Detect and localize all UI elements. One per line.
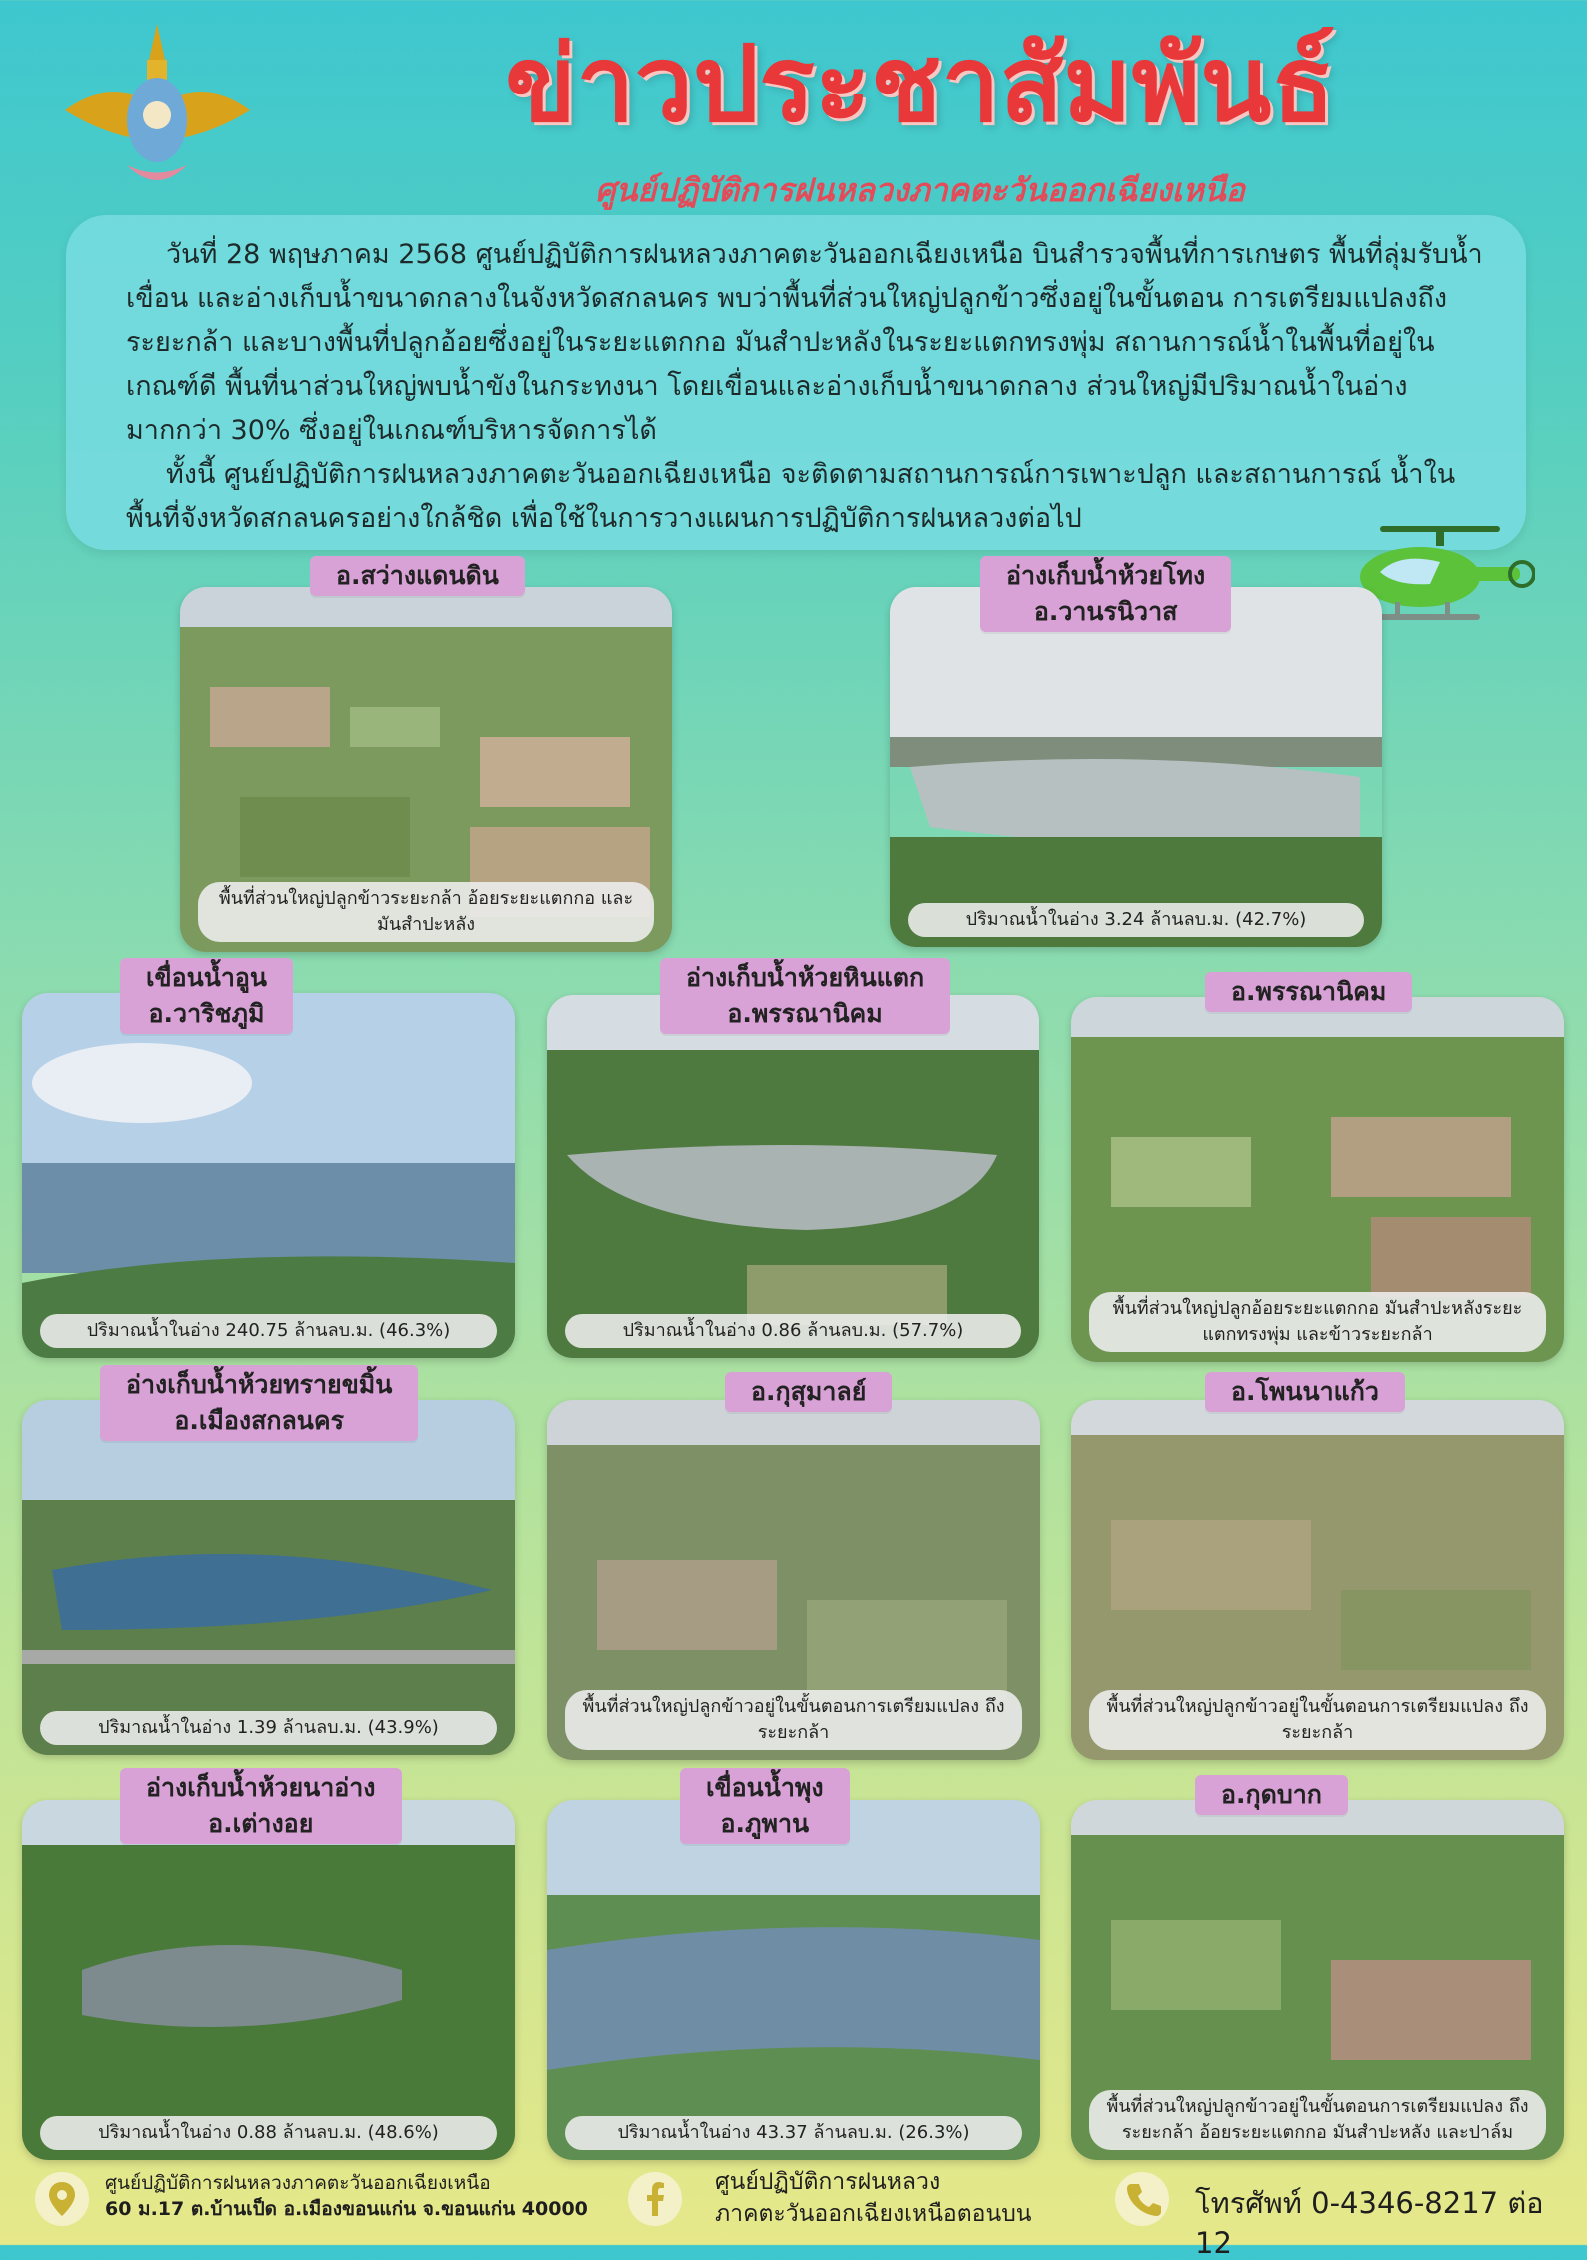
location-pin-icon [35, 2172, 89, 2226]
location-label-line-1: อ.โพนนาแก้ว [1231, 1377, 1379, 1406]
location-label-line-2: อ.ภูพาน [720, 1809, 810, 1838]
page-title: ข่าวประชาสัมพันธ์ [505, 23, 1335, 145]
location-label-line-1: อ.กุดบาก [1221, 1780, 1322, 1809]
location-label-line-2: อ.เมืองสกลนคร [174, 1406, 345, 1435]
photo-card-phanna-nikhom [1071, 997, 1564, 1362]
photo-card-huai-thong [890, 587, 1382, 947]
location-label-line-1: อ่างเก็บน้ำห้วยทรายขมิ้น [126, 1370, 393, 1399]
photo-caption: ปริมาณน้ำในอ่าง 0.86 ล้านลบ.ม. (57.7%) [565, 1314, 1021, 1348]
page-subtitle: ศูนย์ปฏิบัติการฝนหลวงภาคตะวันออกเฉียงเหนือ [595, 171, 1245, 209]
aerial-photo-reservoir [547, 995, 1039, 1358]
location-label [1205, 972, 1412, 1012]
aerial-photo-dam [22, 993, 515, 1358]
intro-paragraph-1: วันที่ 28 พฤษภาคม 2568 ศูนย์ปฏิบัติการฝนหลวงภาคตะวันออกเฉียงเหนือ บินสำรวจพื้นที่การเกษตร พื้นที่ลุ่มรับน้ำเขื่อน และอ่างเก็บน้ำขนาดกลางในจังหวัดสกลนคร พบว่าพื้นที่ส่วนใหญ่ปลูกข้าวซึ่งอยู่ในขั้นตอน การเตรียมแปลงถึงระยะกล้า และบางพื้นที่ปลูกอ้อยซึ่งอยู่ในระยะแตกกอ มันสำปะหลังในระยะแตกทรงพุ่ม สถานการณ์น้ำในพื้นที่อยู่ในเกณฑ์ดี พื้นที่นาส่วนใหญ่พบน้ำขังในกระทงนา โดยเขื่อนและอ่างเก็บน้ำขนาดกลาง ส่วนใหญ่มีปริมาณน้ำในอ่างมากกว่า 30% ซึ่งอยู่ในเกณฑ์บริหารจัดการได้ [126, 239, 1483, 446]
location-label-line-2: อ.พรรณานิคม [727, 999, 883, 1028]
location-label-line-1: เขื่อนน้ำพุง [706, 1773, 824, 1802]
location-label [725, 1372, 892, 1412]
aerial-photo-reservoir [890, 587, 1382, 947]
photo-caption: ปริมาณน้ำในอ่าง 3.24 ล้านลบ.ม. (42.7%) [908, 903, 1364, 937]
location-label-line-2: อ.วานรนิวาส [1033, 597, 1178, 626]
location-label [310, 556, 525, 596]
photo-caption: ปริมาณน้ำในอ่าง 43.37 ล้านลบ.ม. (26.3%) [565, 2116, 1022, 2150]
royal-rainmaking-emblem [55, 20, 260, 195]
photo-caption: พื้นที่ส่วนใหญ่ปลูกข้าวอยู่ในขั้นตอนการเตรียมแปลง ถึงระยะกล้า [565, 1690, 1022, 1750]
location-label [1195, 1775, 1348, 1815]
location-label [120, 958, 293, 1034]
location-label-line-1: อ่างเก็บน้ำห้วยหินแตก [686, 963, 925, 992]
facebook-icon[interactable] [628, 2172, 682, 2226]
photo-caption: ปริมาณน้ำในอ่าง 0.88 ล้านลบ.ม. (48.6%) [40, 2116, 497, 2150]
footer-address [105, 2170, 588, 2222]
photo-caption: ปริมาณน้ำในอ่าง 1.39 ล้านลบ.ม. (43.9%) [40, 1711, 497, 1745]
location-label [660, 958, 950, 1034]
photo-caption: พื้นที่ส่วนใหญ่ปลูกอ้อยระยะแตกกอ มันสำปะหลังระยะแตกทรงพุ่ม และข้าวระยะกล้า [1089, 1292, 1546, 1352]
phone-icon [1115, 2172, 1169, 2226]
footer-facebook-page[interactable] [715, 2166, 1032, 2230]
photo-caption: พื้นที่ส่วนใหญ่ปลูกข้าวอยู่ในขั้นตอนการเตรียมแปลง ถึงระยะกล้า อ้อยระยะแตกกอ มันสำปะหลัง และปาล์ม [1089, 2090, 1546, 2150]
location-label [980, 556, 1231, 632]
location-label [120, 1768, 402, 1844]
aerial-photo-wetland [22, 1400, 515, 1755]
photo-card-sawang-daen-din [180, 587, 672, 952]
photo-card-nam-oon [22, 993, 515, 1358]
footer-facebook-line-1: ศูนย์ปฏิบัติการฝนหลวง [715, 2169, 941, 2195]
photo-card-huai-sai-khamin [22, 1400, 515, 1755]
photo-caption: พื้นที่ส่วนใหญ่ปลูกข้าวอยู่ในขั้นตอนการเตรียมแปลง ถึงระยะกล้า [1089, 1690, 1546, 1750]
location-label-line-1: อ.กุสุมาลย์ [751, 1377, 867, 1406]
photo-card-kusuman [547, 1400, 1040, 1760]
location-label-line-1: อ่างเก็บน้ำห้วยโทง [1006, 561, 1206, 590]
location-label-line-1: เขื่อนน้ำอูน [146, 963, 267, 992]
photo-caption: พื้นที่ส่วนใหญ่ปลูกข้าวระยะกล้า อ้อยระยะแตกกอ และมันสำปะหลัง [198, 882, 654, 942]
location-label-line-1: อ.สว่างแดนดิน [336, 561, 499, 590]
location-label-line-1: อ.พรรณานิคม [1231, 977, 1387, 1006]
footer-facebook-line-2: ภาคตะวันออกเฉียงเหนือตอนบน [715, 2201, 1032, 2227]
location-label [1205, 1372, 1405, 1412]
photo-caption: ปริมาณน้ำในอ่าง 240.75 ล้านลบ.ม. (46.3%) [40, 1314, 497, 1348]
footer-address-line-2: 60 ม.17 ต.บ้านเป็ด อ.เมืองขอนแก่น จ.ขอนแก่น 40000 [105, 2198, 588, 2220]
intro-paragraph-2: ทั้งนี้ ศูนย์ปฏิบัติการฝนหลวงภาคตะวันออกเฉียงเหนือ จะติดตามสถานการณ์การเพาะปลูก และสถานการณ์ น้ำในพื้นที่จังหวัดสกลนครอย่างใกล้ชิด เพื่อใช้ในการวางแผนการปฏิบัติการฝนหลวงต่อไป [126, 459, 1456, 534]
location-label [680, 1768, 850, 1844]
location-label [100, 1365, 418, 1441]
photo-card-kut-bak [1071, 1800, 1564, 2160]
footer-address-line-1: ศูนย์ปฏิบัติการฝนหลวงภาคตะวันออกเฉียงเหนือ [105, 2172, 491, 2194]
aerial-photo-reservoir [22, 1800, 515, 2160]
photo-card-phon-na-kaeo [1071, 1400, 1564, 1760]
intro-box [66, 215, 1526, 550]
photo-card-huai-hin-taek [547, 995, 1039, 1358]
location-label-line-2: อ.เต่างอย [208, 1809, 314, 1838]
footer-phone: โทรศัพท์ 0-4346-8217 ต่อ 12 [1195, 2186, 1544, 2260]
photo-card-nam-phung [547, 1800, 1040, 2160]
location-label-line-2: อ.วาริชภูมิ [148, 999, 265, 1028]
photo-card-huai-na-ang [22, 1800, 515, 2160]
aerial-photo-dam [547, 1800, 1040, 2160]
location-label-line-1: อ่างเก็บน้ำห้วยนาอ่าง [146, 1773, 376, 1802]
